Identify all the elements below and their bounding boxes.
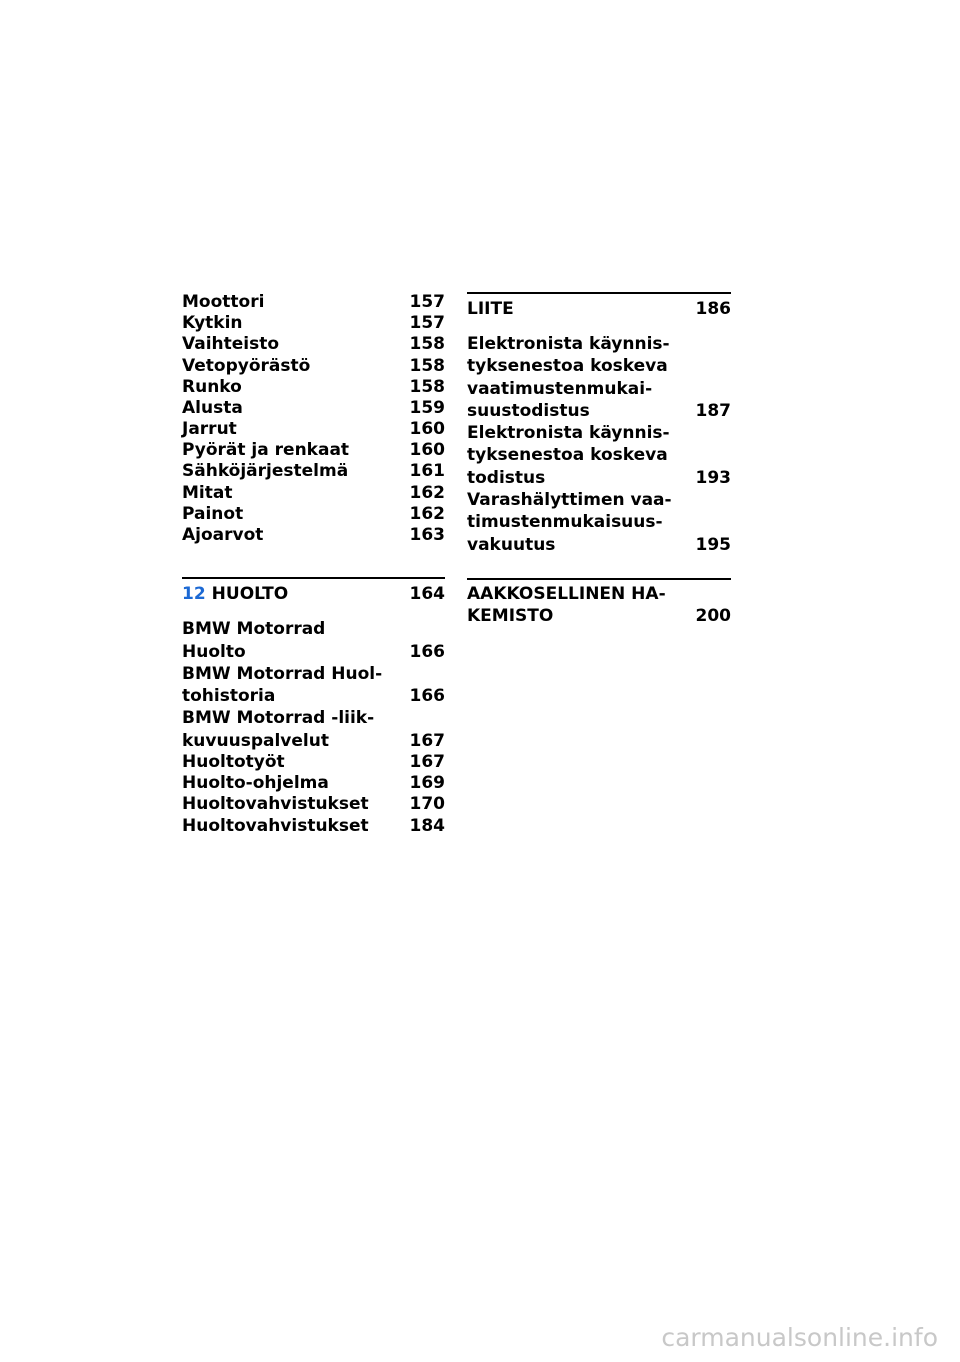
toc-entry[interactable]: BMW Motorrad -liik- kuvuuspalvelut 167 [182,708,445,751]
toc-entry[interactable]: Pyörät ja renkaat 160 [182,440,445,461]
toc-entry[interactable]: Alusta 159 [182,397,445,418]
toc-entry[interactable]: BMW Motorrad Huolto 166 [182,619,445,662]
toc-entry[interactable]: Kytkin 157 [182,313,445,334]
toc-entry[interactable]: Vaihteisto 158 [182,334,445,355]
toc-entry[interactable]: Varashälyttimen vaa- timustenmukaisuus- vakuutus 195 [467,490,731,555]
toc-left-column [182,292,445,837]
toc-entry[interactable]: Runko 158 [182,376,445,397]
toc-entry[interactable]: Huoltovahvistukset 170 [182,794,445,815]
section-divider [182,577,445,579]
section-divider [467,578,731,580]
toc-entry[interactable]: Elektronista käynnis- tyksenestoa koskeva vaatimustenmukai- suustodistus 187 [467,334,731,421]
toc-entry[interactable]: Huoltotyöt 167 [182,752,445,773]
section-divider [467,292,731,294]
toc-entry[interactable]: Elektronista käynnis- tyksenestoa koskeva todistus 193 [467,423,731,488]
chapter-number: 12 [182,584,206,605]
toc-right-column [467,292,731,628]
toc-entry[interactable]: Mitat 162 [182,482,445,503]
toc-entry[interactable]: Ajoarvot 163 [182,525,445,546]
toc-entry[interactable]: Huoltovahvistukset 184 [182,815,445,836]
toc-entry[interactable]: BMW Motorrad Huol- tohistoria 166 [182,663,445,707]
chapter-title: HUOLTO [211,584,289,605]
toc-entry[interactable]: Moottori 157 [182,291,445,312]
section-page: 186 [695,299,731,319]
toc-entry[interactable]: Vetopyörästö 158 [182,355,445,376]
toc-entry[interactable]: Huolto-ohjelma 169 [182,773,445,794]
watermark-text: carmanualsonline.info [661,1323,938,1352]
section-title: LIITE [467,299,514,319]
toc-chapter-heading[interactable] [182,582,445,606]
toc-section-heading[interactable] [467,297,731,321]
toc-entry[interactable]: Sähköjärjestelmä 161 [182,461,445,482]
toc-index-heading[interactable]: AAKKOSELLINEN HA- KEMISTO 200 [467,583,731,627]
toc-entries-top [182,292,445,546]
toc-entry[interactable]: Painot 162 [182,503,445,524]
chapter-page: 164 [409,584,445,605]
toc-entry[interactable]: Jarrut 160 [182,419,445,440]
